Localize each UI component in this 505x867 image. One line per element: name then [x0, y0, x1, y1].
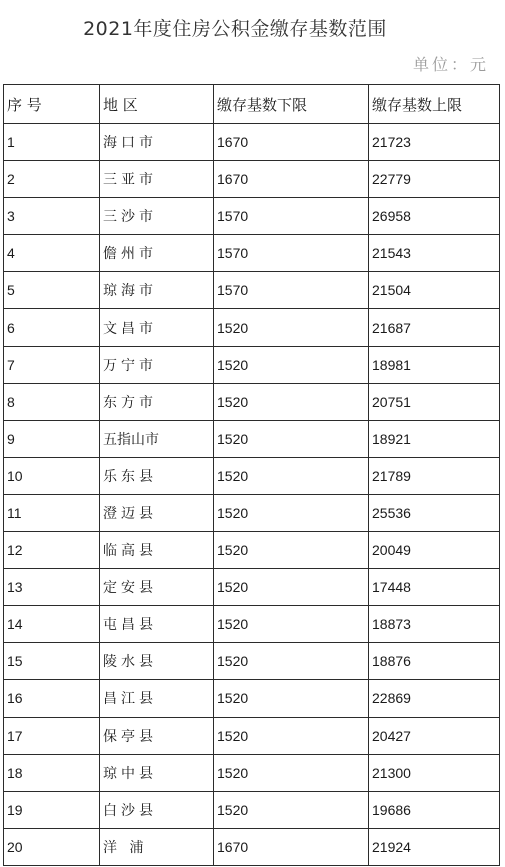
cell-no: 4 [4, 235, 100, 272]
cell-upper-limit: 19686 [369, 791, 500, 828]
table-row [4, 494, 500, 531]
cell-upper-limit: 21300 [369, 754, 500, 791]
table-row [4, 643, 500, 680]
cell-upper-limit: 21504 [369, 272, 500, 309]
header-region: 地 区 [100, 85, 214, 124]
header-lower-limit: 缴存基数下限 [214, 85, 369, 124]
table-row [4, 754, 500, 791]
cell-no: 3 [4, 198, 100, 235]
cell-no: 8 [4, 383, 100, 420]
cell-no: 13 [4, 569, 100, 606]
cell-upper-limit: 25536 [369, 494, 500, 531]
cell-region: 临高县 [100, 532, 214, 569]
cell-lower-limit: 1520 [214, 420, 369, 457]
cell-region: 三亚市 [100, 161, 214, 198]
unit-label: 单位：元 [412, 55, 489, 74]
cell-no: 7 [4, 346, 100, 383]
cell-lower-limit: 1520 [214, 717, 369, 754]
table-row [4, 161, 500, 198]
table-row [4, 309, 500, 346]
cell-region: 三沙市 [100, 198, 214, 235]
cell-upper-limit: 22779 [369, 161, 500, 198]
table-row [4, 680, 500, 717]
table-row [4, 606, 500, 643]
cell-upper-limit: 20427 [369, 717, 500, 754]
cell-no: 12 [4, 532, 100, 569]
cell-lower-limit: 1520 [214, 383, 369, 420]
cell-region: 澄迈县 [100, 494, 214, 531]
cell-region: 洋 浦 [100, 828, 214, 865]
cell-lower-limit: 1520 [214, 346, 369, 383]
cell-region: 昌江县 [100, 680, 214, 717]
cell-upper-limit: 18873 [369, 606, 500, 643]
table-body [4, 124, 500, 866]
cell-no: 9 [4, 420, 100, 457]
table-row [4, 828, 500, 865]
cell-upper-limit: 21924 [369, 828, 500, 865]
cell-lower-limit: 1670 [214, 161, 369, 198]
table-header-row [4, 85, 500, 124]
cell-no: 10 [4, 457, 100, 494]
cell-region: 乐东县 [100, 457, 214, 494]
cell-region: 万宁市 [100, 346, 214, 383]
cell-lower-limit: 1520 [214, 643, 369, 680]
cell-region: 定安县 [100, 569, 214, 606]
cell-no: 14 [4, 606, 100, 643]
cell-no: 20 [4, 828, 100, 865]
cell-region: 保亭县 [100, 717, 214, 754]
cell-upper-limit: 18981 [369, 346, 500, 383]
cell-upper-limit: 17448 [369, 569, 500, 606]
cell-lower-limit: 1520 [214, 309, 369, 346]
table-row [4, 346, 500, 383]
cell-no: 11 [4, 494, 100, 531]
table-row [4, 272, 500, 309]
cell-region: 琼海市 [100, 272, 214, 309]
cell-lower-limit: 1570 [214, 272, 369, 309]
page-title: 2021年度住房公积金缴存基数范围 [83, 18, 387, 40]
cell-upper-limit: 18921 [369, 420, 500, 457]
cell-upper-limit: 21687 [369, 309, 500, 346]
cell-region: 屯昌县 [100, 606, 214, 643]
cell-no: 16 [4, 680, 100, 717]
contribution-base-table [3, 84, 500, 866]
table-row [4, 383, 500, 420]
table-row [4, 717, 500, 754]
cell-lower-limit: 1520 [214, 532, 369, 569]
cell-region: 琼中县 [100, 754, 214, 791]
cell-no: 15 [4, 643, 100, 680]
table-row [4, 235, 500, 272]
cell-no: 17 [4, 717, 100, 754]
table-row [4, 457, 500, 494]
cell-upper-limit: 21789 [369, 457, 500, 494]
cell-upper-limit: 20751 [369, 383, 500, 420]
table-row [4, 532, 500, 569]
table-row [4, 791, 500, 828]
cell-lower-limit: 1520 [214, 457, 369, 494]
cell-no: 2 [4, 161, 100, 198]
cell-upper-limit: 21543 [369, 235, 500, 272]
cell-lower-limit: 1570 [214, 235, 369, 272]
table-row [4, 569, 500, 606]
cell-upper-limit: 20049 [369, 532, 500, 569]
cell-no: 1 [4, 124, 100, 161]
table-row [4, 198, 500, 235]
cell-lower-limit: 1520 [214, 754, 369, 791]
cell-upper-limit: 18876 [369, 643, 500, 680]
cell-lower-limit: 1520 [214, 680, 369, 717]
cell-lower-limit: 1570 [214, 198, 369, 235]
cell-lower-limit: 1520 [214, 606, 369, 643]
cell-no: 5 [4, 272, 100, 309]
table-row [4, 124, 500, 161]
cell-lower-limit: 1670 [214, 124, 369, 161]
cell-region: 五指山市 [100, 420, 214, 457]
cell-no: 6 [4, 309, 100, 346]
cell-region: 白沙县 [100, 791, 214, 828]
header-upper-limit: 缴存基数上限 [369, 85, 500, 124]
cell-lower-limit: 1520 [214, 494, 369, 531]
cell-upper-limit: 22869 [369, 680, 500, 717]
cell-no: 18 [4, 754, 100, 791]
cell-region: 文昌市 [100, 309, 214, 346]
cell-lower-limit: 1520 [214, 791, 369, 828]
cell-region: 儋州市 [100, 235, 214, 272]
cell-lower-limit: 1670 [214, 828, 369, 865]
cell-lower-limit: 1520 [214, 569, 369, 606]
cell-region: 海口市 [100, 124, 214, 161]
cell-region: 东方市 [100, 383, 214, 420]
cell-no: 19 [4, 791, 100, 828]
header-no: 序 号 [4, 85, 100, 124]
table-row [4, 420, 500, 457]
cell-upper-limit: 21723 [369, 124, 500, 161]
cell-upper-limit: 26958 [369, 198, 500, 235]
cell-region: 陵水县 [100, 643, 214, 680]
